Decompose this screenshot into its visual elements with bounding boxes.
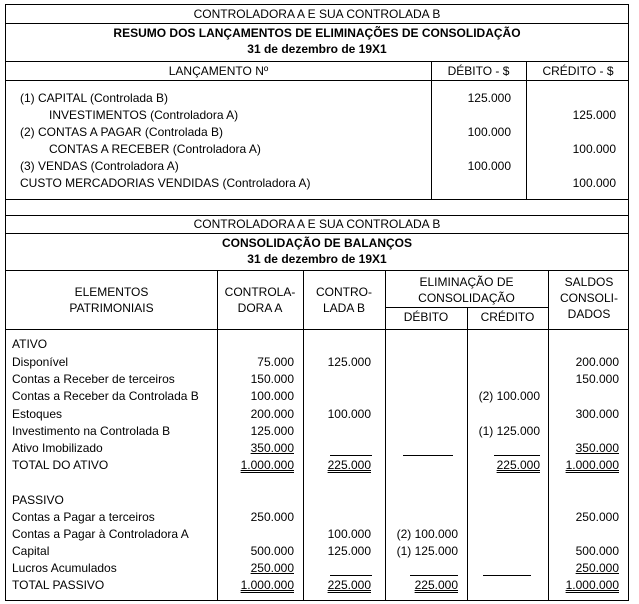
journal-company: CONTROLADORA A E SUA CONTROLADA B	[193, 7, 441, 21]
header-controladora	[217, 284, 303, 316]
cell-a: 100.000	[250, 389, 294, 403]
cell-credit: (2) 100.000	[478, 389, 540, 403]
row-label: Contas a Pagar à Controladora A	[12, 527, 189, 541]
cell-a: 250.000	[250, 561, 294, 575]
journal-row-label: (3) VENDAS (Controladora A)	[20, 159, 179, 173]
divider	[6, 215, 628, 216]
cell-b: 100.000	[327, 527, 371, 541]
balance-title: CONSOLIDAÇÃO DE BALANÇOS	[221, 236, 412, 250]
header-controlada	[303, 284, 385, 316]
cell-debit: (2) 100.000	[396, 527, 458, 541]
header-elimination	[385, 274, 548, 306]
divider	[6, 23, 628, 24]
journal-col-credit: CRÉDITO - $	[542, 64, 614, 78]
cell-a: 250.000	[250, 510, 294, 524]
journal-row-credit: 100.000	[572, 176, 616, 190]
journal-row-label: (1) CAPITAL (Controlada B)	[20, 91, 169, 105]
cell-total: 300.000	[575, 407, 619, 421]
row-label: Contas a Pagar a terceiros	[12, 510, 155, 524]
cell-a: 200.000	[250, 407, 294, 421]
row-label: Ativo Imobilizado	[12, 441, 103, 455]
total-label: TOTAL DO ATIVO	[12, 458, 109, 472]
underline-blank	[330, 455, 372, 456]
header-elements-line: ELEMENTOS	[74, 285, 149, 299]
total-b: 225.000	[327, 578, 371, 592]
divider	[6, 80, 628, 81]
cell-total: 350.000	[575, 441, 619, 455]
header-elements-line: PATRIMONIAIS	[69, 301, 154, 315]
total-debit: 225.000	[414, 578, 458, 592]
cell-total: 250.000	[575, 561, 619, 575]
row-label: Disponível	[12, 355, 69, 369]
cell-total: 150.000	[575, 372, 619, 386]
cell-a: 150.000	[250, 372, 294, 386]
section-heading-ativo: ATIVO	[12, 337, 48, 351]
divider	[6, 329, 628, 330]
divider	[6, 233, 628, 234]
underline-blank	[483, 575, 531, 576]
cell-debit: (1) 125.000	[396, 544, 458, 558]
cell-a: 500.000	[250, 544, 294, 558]
journal-row-label: CONTAS A RECEBER (Controladora A)	[49, 142, 261, 156]
header-elimination-line: ELIMINAÇÃO DE	[419, 275, 514, 289]
cell-credit: (1) 125.000	[478, 424, 540, 438]
row-label: Capital	[12, 544, 50, 558]
journal-row-debit: 100.000	[467, 159, 511, 173]
header-saldos-line: DADOS	[567, 307, 611, 321]
cell-total: 250.000	[575, 510, 619, 524]
cell-a: 350.000	[250, 441, 294, 455]
balance-date: 31 de dezembro de 19X1	[247, 252, 387, 266]
cell-total: 200.000	[575, 355, 619, 369]
header-saldos	[548, 274, 630, 322]
journal-row-label: (2) CONTAS A PAGAR (Controlada B)	[20, 125, 223, 139]
total-a: 1.000.000	[240, 458, 294, 472]
journal-row-label: CUSTO MERCADORIAS VENDIDAS (Controladora A)	[20, 176, 311, 190]
header-saldos-line: SALDOS	[564, 275, 614, 289]
row-label: Lucros Acumulados	[12, 561, 117, 575]
total-b: 225.000	[327, 458, 371, 472]
cell-total: 500.000	[575, 544, 619, 558]
total-total: 1.000.000	[565, 578, 619, 592]
underline-blank	[330, 575, 372, 576]
header-elimination-line: CONSOLIDAÇÃO	[418, 291, 515, 305]
row-label: Estoques	[12, 407, 63, 421]
balance-company: CONTROLADORA A E SUA CONTROLADA B	[193, 217, 441, 231]
cell-a: 125.000	[250, 424, 294, 438]
header-controlada-line: LADA B	[322, 301, 366, 315]
cell-b: 125.000	[327, 355, 371, 369]
total-total: 1.000.000	[565, 458, 619, 472]
divider	[385, 307, 548, 308]
header-elements	[6, 284, 217, 316]
journal-title: RESUMO DOS LANÇAMENTOS DE ELIMINAÇÕES DE CONSOLIDAÇÃO	[113, 26, 521, 40]
journal-row-debit: 125.000	[467, 91, 511, 105]
underline-blank	[403, 455, 453, 456]
header-controladora-line: CONTROLA-	[224, 285, 296, 299]
header-debit: DÉBITO	[403, 310, 449, 324]
total-label: TOTAL PASSIVO	[12, 578, 105, 592]
cell-b: 100.000	[327, 407, 371, 421]
underline-blank	[494, 455, 540, 456]
row-label: Contas a Receber da Controlada B	[12, 389, 199, 403]
journal-row-credit: 100.000	[572, 142, 616, 156]
cell-a: 75.000	[257, 355, 294, 369]
journal-row-debit: 100.000	[467, 125, 511, 139]
journal-row-credit: 125.000	[572, 108, 616, 122]
divider	[6, 199, 628, 200]
header-controladora-line: DORA A	[237, 301, 283, 315]
header-controlada-line: CONTRO-	[316, 285, 372, 299]
journal-date: 31 de dezembro de 19X1	[247, 42, 387, 56]
underline-blank	[410, 575, 458, 576]
document-frame	[5, 4, 629, 601]
journal-col-entry: LANÇAMENTO Nº	[168, 64, 269, 78]
divider	[6, 270, 628, 271]
total-credit: 225.000	[496, 458, 540, 472]
row-label: Investimento na Controlada B	[12, 424, 171, 438]
header-credit: CRÉDITO	[480, 310, 535, 324]
journal-col-debit: DÉBITO - $	[447, 64, 510, 78]
header-saldos-line: CONSOLI-	[559, 291, 618, 305]
section-heading-passivo: PASSIVO	[12, 493, 64, 507]
row-label: Contas a Receber de terceiros	[12, 372, 175, 386]
col-divider	[467, 307, 468, 601]
total-a: 1.000.000	[240, 578, 294, 592]
journal-row-label: INVESTIMENTOS (Controladora A)	[49, 108, 239, 122]
divider	[6, 61, 628, 62]
cell-b: 125.000	[327, 544, 371, 558]
